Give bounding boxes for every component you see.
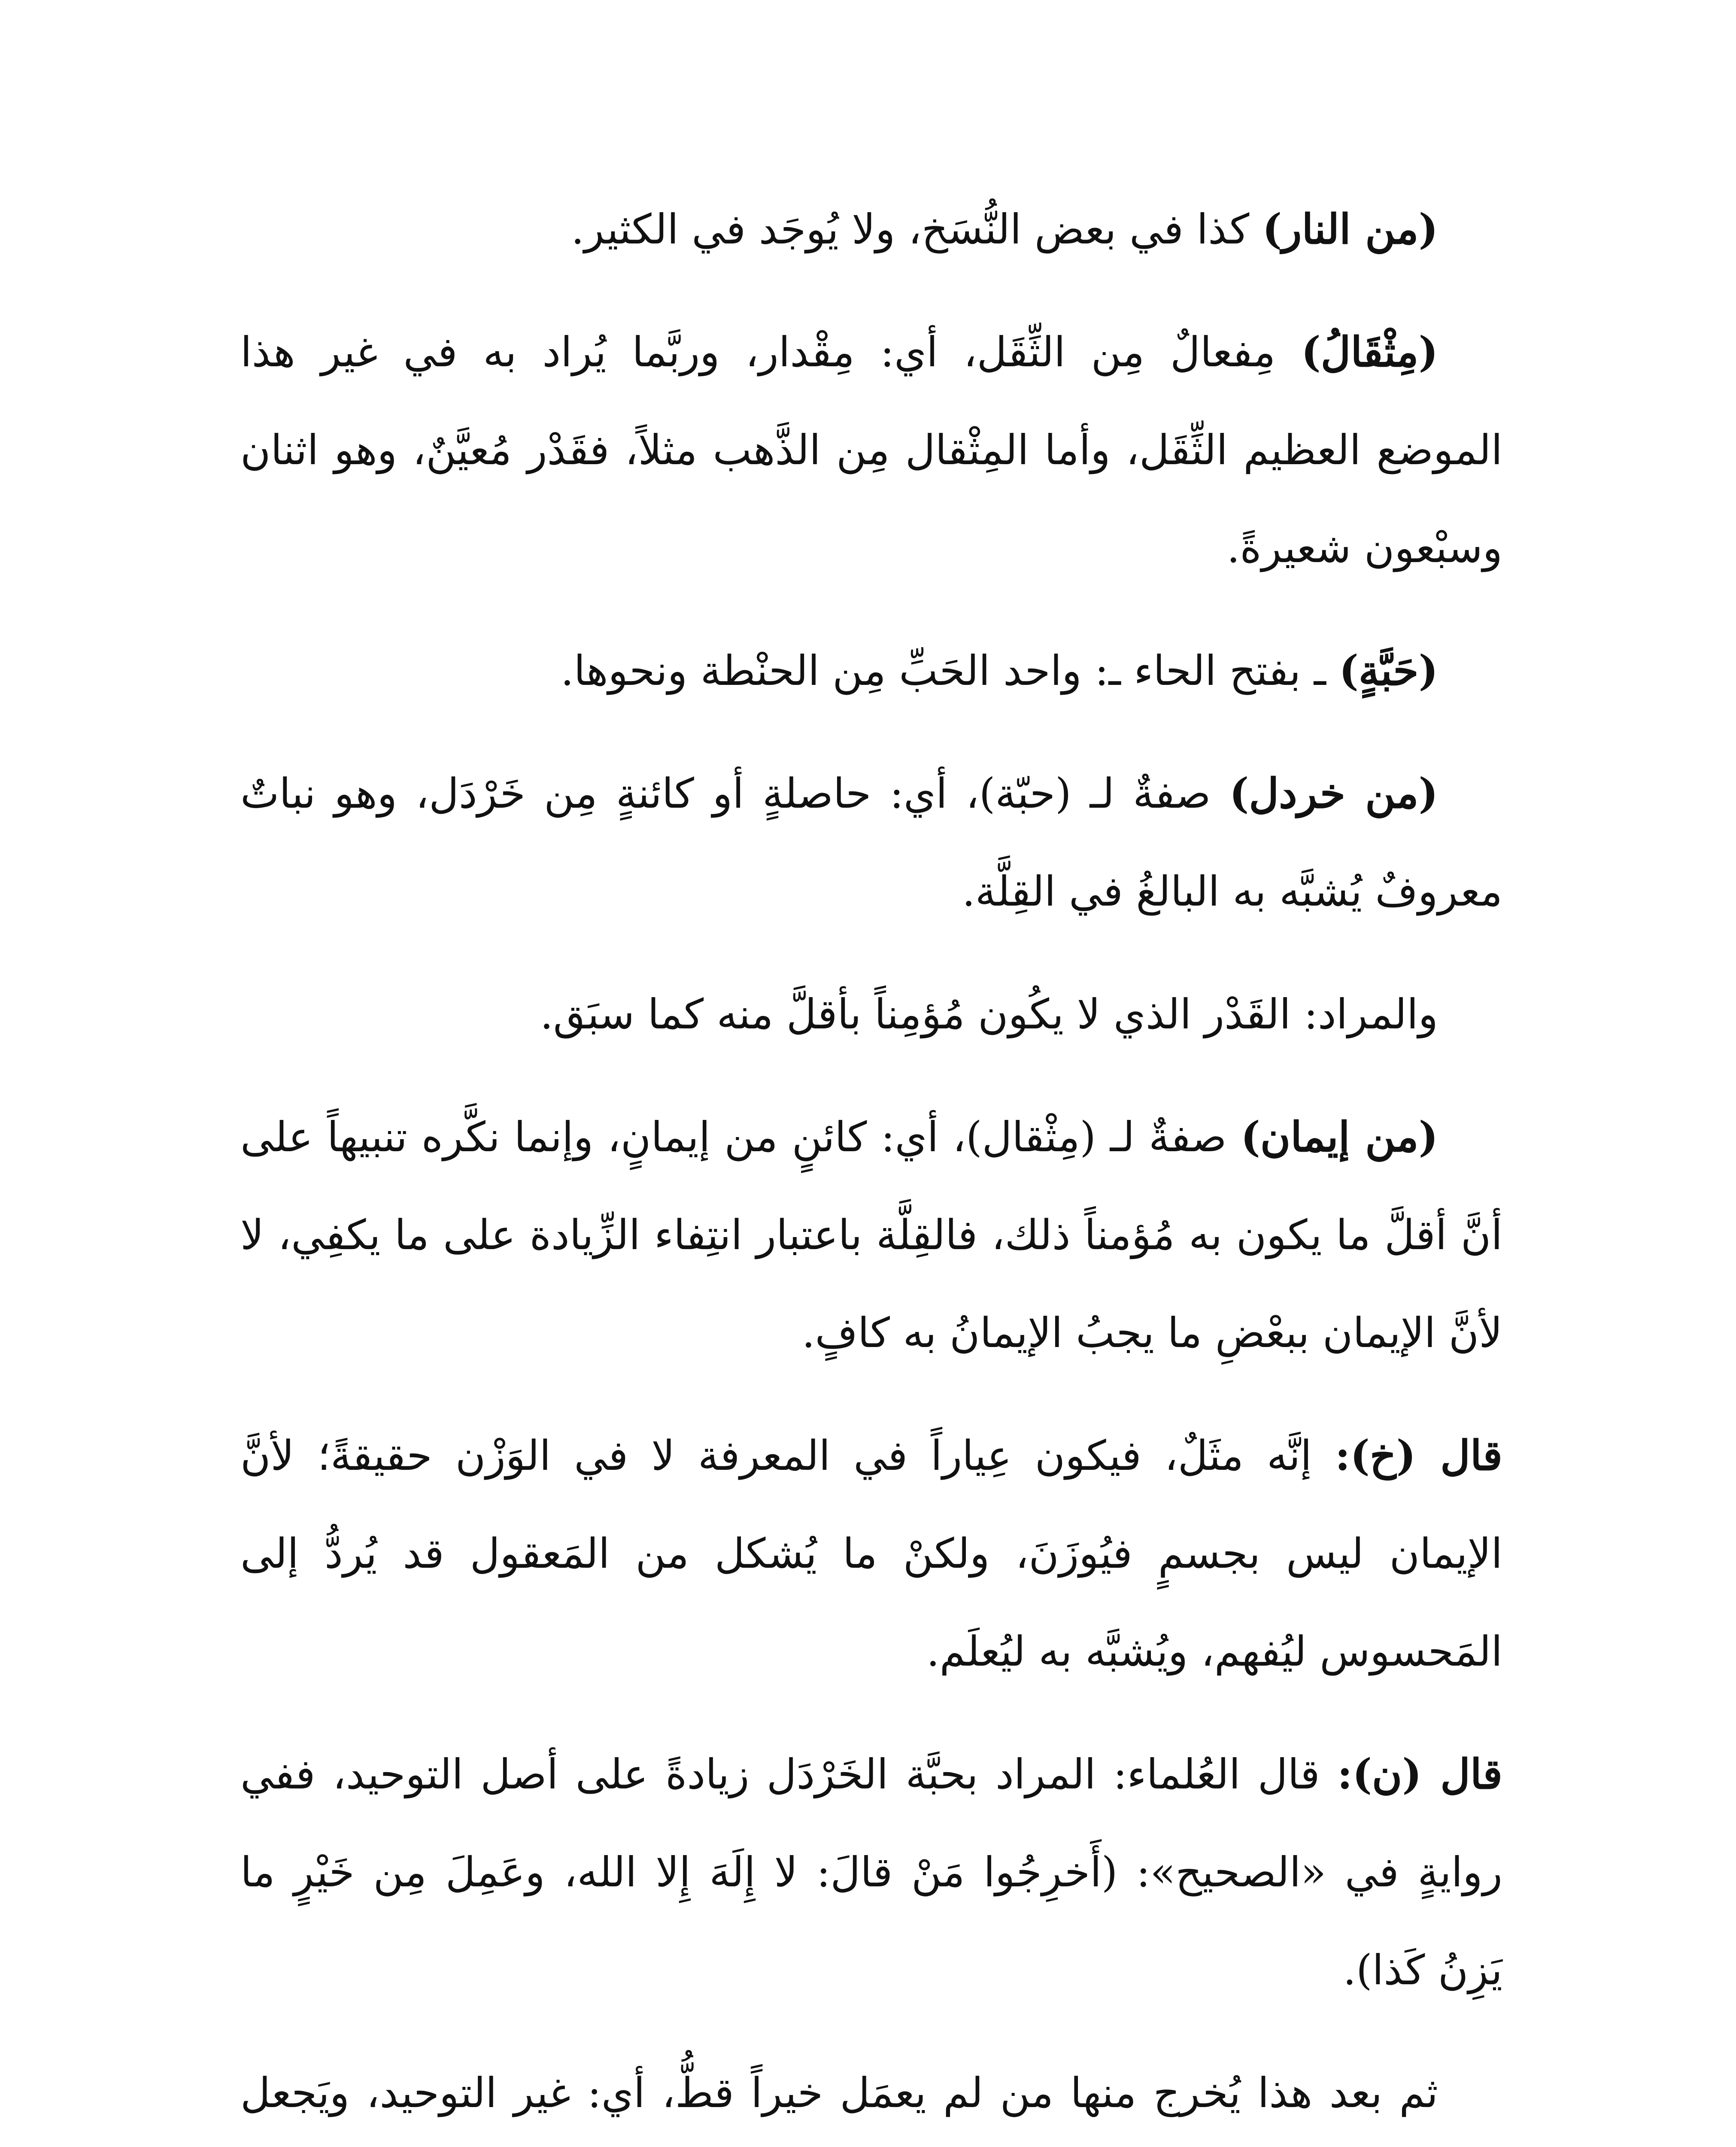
paragraph-text: صفةٌ لـ (مِثْقال)، أي: كائنٍ من إيمانٍ، وإنما نكَّره تنبيهاً على أنَّ أقلَّ ما يكون به مُؤمناً ذلك، فالقِلَّة باعتبار انتِفاء الزِّيادة على ما يكفِي، لا لأنَّ الإيمان ببعْضِ ما يجبُ الإيمانُ به كافٍ.	[240, 1113, 1503, 1357]
paragraph-lead: (من خردل)	[1229, 769, 1438, 818]
paragraph-qal-n	[240, 1725, 1502, 2019]
paragraph-thumma	[240, 2044, 1502, 2147]
paragraph-text: إنَّه مثَلٌ، فيكون عِياراً في المعرفة لا في الوَزْن حقيقةً؛ لأنَّ الإيمان ليس بجسمٍ فيُوزَنَ، ولكنْ ما يُشكل من المَعقول قد يُردُّ إلى المَحسوس ليُفهم، ويُشبَّه به ليُعلَم.	[240, 1432, 1502, 1676]
paragraph-mithqal	[240, 303, 1502, 597]
paragraph-lead: (حَبَّةٍ)	[1339, 646, 1438, 695]
paragraph-text: كذا في بعض النُّسَخ، ولا يُوجَد في الكثير.	[571, 205, 1263, 253]
paragraph-habba	[240, 622, 1502, 720]
paragraph-min-alnar	[240, 180, 1502, 278]
page-body	[240, 180, 1502, 2147]
paragraph-lead: قال (ن):	[1337, 1750, 1503, 1798]
paragraph-text: ثم بعد هذا يُخرج منها من لم يعمَل خيراً قطُّ، أي: غير التوحيد، ويَجعل	[240, 2069, 1438, 2117]
paragraph-almurad	[240, 965, 1502, 1063]
paragraph-text: ـ بفتح الحاء ـ: واحد الحَبِّ مِن الحنْطة ونحوها.	[561, 647, 1339, 695]
paragraph-lead: (مِثْقَالُ)	[1301, 328, 1439, 376]
paragraph-lead: (من إيمان)	[1241, 1113, 1439, 1161]
paragraph-text: مِفعالٌ مِن الثِّقَل، أي: مِقْدار، وربَّما يُراد به في غير هذا الموضع العظيم الثِّقَل، وأما المِثْقال مِن الذَّهب مثلاً، فقَدْر مُعيَّنٌ، وهو اثنان وسبْعون شعيرةً.	[240, 328, 1502, 572]
paragraph-text: والمراد: القَدْر الذي لا يكُون مُؤمِناً بأقلَّ منه كما سبَق.	[540, 990, 1438, 1038]
paragraph-qal-kh	[240, 1407, 1502, 1700]
paragraph-text: قال العُلماء: المراد بحبَّة الخَرْدَل زيادةً على أصل التوحيد، ففي روايةٍ في «الصحيح»: (أَخرِجُوا مَنْ قالَ: لا إِلَهَ إِلا الله، وعَمِلَ مِن خَيْرٍ ما يَزِنُ كَذا).	[240, 1750, 1502, 1994]
paragraph-lead: قال (خ):	[1335, 1431, 1503, 1480]
paragraph-lead: (من النار)	[1262, 205, 1438, 253]
paragraph-min-iman	[240, 1088, 1502, 1382]
paragraph-text: صفةٌ لـ (حبّة)، أي: حاصلةٍ أو كائنةٍ مِن خَرْدَل، وهو نباتٌ معروفٌ يُشبَّه به البالغُ في القِلَّة.	[240, 769, 1502, 915]
paragraph-min-khardal	[240, 745, 1502, 940]
